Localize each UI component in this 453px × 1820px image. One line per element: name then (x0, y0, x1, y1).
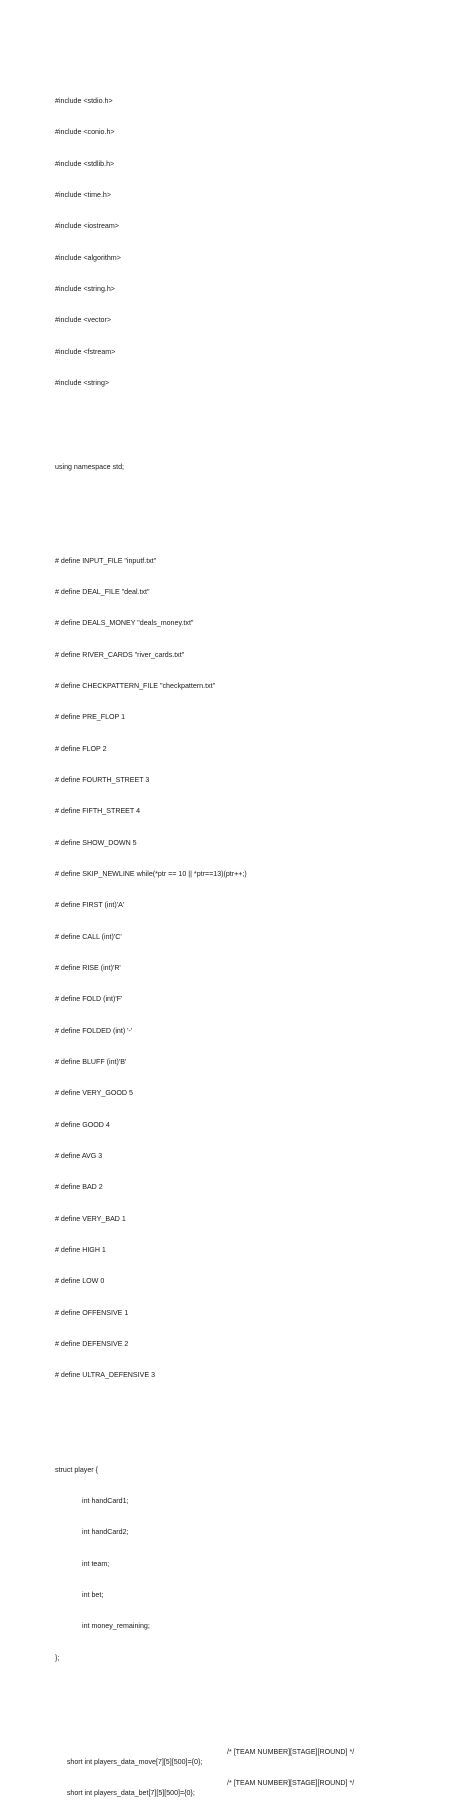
define-line: # define DEAL_FILE "deal.txt" (55, 587, 150, 596)
define-line: # define FIRST (int)'A' (55, 901, 125, 910)
struct-close-line: }; (55, 1653, 60, 1662)
define-line: # define OFFENSIVE 1 (55, 1308, 129, 1317)
declaration-code: short int players_data_move[7][5][500]={0}; (66, 1758, 203, 1767)
declaration-line (55, 1778, 445, 1798)
include-line: #include <vector> (55, 316, 111, 325)
struct-field-line: int team; (82, 1559, 110, 1568)
define-line: # define RISE (int)'R' (55, 964, 121, 973)
include-line: #include <time.h> (55, 190, 111, 199)
define-line: # define INPUT_FILE "inputf.txt" (55, 556, 157, 565)
define-line: # define BLUFF (int)'B' (55, 1058, 127, 1067)
include-line: #include <stdlib.h> (55, 159, 115, 168)
define-line: # define AVG 3 (55, 1152, 103, 1161)
include-line: #include <stdio.h> (55, 96, 113, 105)
define-line: # define BAD 2 (55, 1183, 103, 1192)
define-line: # define CALL (int)'C' (55, 932, 122, 941)
define-line: # define FOLD (int)'F' (55, 995, 123, 1004)
define-line: # define DEFENSIVE 2 (55, 1340, 129, 1349)
define-line: # define DEALS_MONEY "deals_money.txt" (55, 619, 194, 628)
define-line: # define FOURTH_STREET 3 (55, 775, 150, 784)
declaration-line (55, 1747, 445, 1767)
define-line: # define PRE_FLOP 1 (55, 713, 126, 722)
define-line: # define LOW 0 (55, 1277, 105, 1286)
blank-line (55, 1694, 445, 1704)
define-line: # define RIVER_CARDS "river_cards.txt" (55, 650, 185, 659)
struct-field-line: int money_remaining; (82, 1622, 150, 1631)
include-line: #include <conio.h> (55, 128, 115, 137)
define-line: # define GOOD 4 (55, 1120, 110, 1129)
declaration-comment: /* [TEAM NUMBER][STAGE][ROUND] */ (227, 1747, 355, 1756)
declaration-comment: /* [TEAM NUMBER][STAGE][ROUND] */ (227, 1778, 355, 1787)
define-line: # define FIFTH_STREET 4 (55, 807, 141, 816)
define-line: # define ULTRA_DEFENSIVE 3 (55, 1371, 156, 1380)
define-line: # define FOLDED (int) '-' (55, 1026, 133, 1035)
include-line: #include <string> (55, 378, 110, 387)
define-line: # define CHECKPATTERN_FILE "checkpattern.txt" (55, 681, 216, 690)
declaration-code: short int players_data_bet[7][5][500]={0}; (66, 1789, 195, 1798)
struct-field-line: int handCard2; (82, 1528, 129, 1537)
blank-line (55, 420, 445, 430)
blank-line (55, 1412, 445, 1422)
define-line: # define SHOW_DOWN 5 (55, 838, 137, 847)
define-line: # define SKIP_NEWLINE while(*ptr == 10 || *ptr==13)(ptr++;) (55, 869, 247, 878)
define-line: # define HIGH 1 (55, 1246, 106, 1255)
define-line: # define VERY_GOOD 5 (55, 1089, 133, 1098)
code-listing (55, 54, 445, 1820)
blank-line (55, 503, 445, 513)
include-line: #include <iostream> (55, 222, 119, 231)
struct-open-line: struct player { (55, 1465, 98, 1474)
struct-field-line: int handCard1; (82, 1496, 129, 1505)
define-line: # define FLOP 2 (55, 744, 107, 753)
struct-field-line: int bet; (82, 1590, 104, 1599)
include-line: #include <algorithm> (55, 253, 121, 262)
include-line: #include <string.h> (55, 284, 115, 293)
define-line: # define VERY_BAD 1 (55, 1214, 126, 1223)
using-namespace-line: using namespace std; (55, 462, 125, 471)
include-line: #include <fstream> (55, 347, 116, 356)
